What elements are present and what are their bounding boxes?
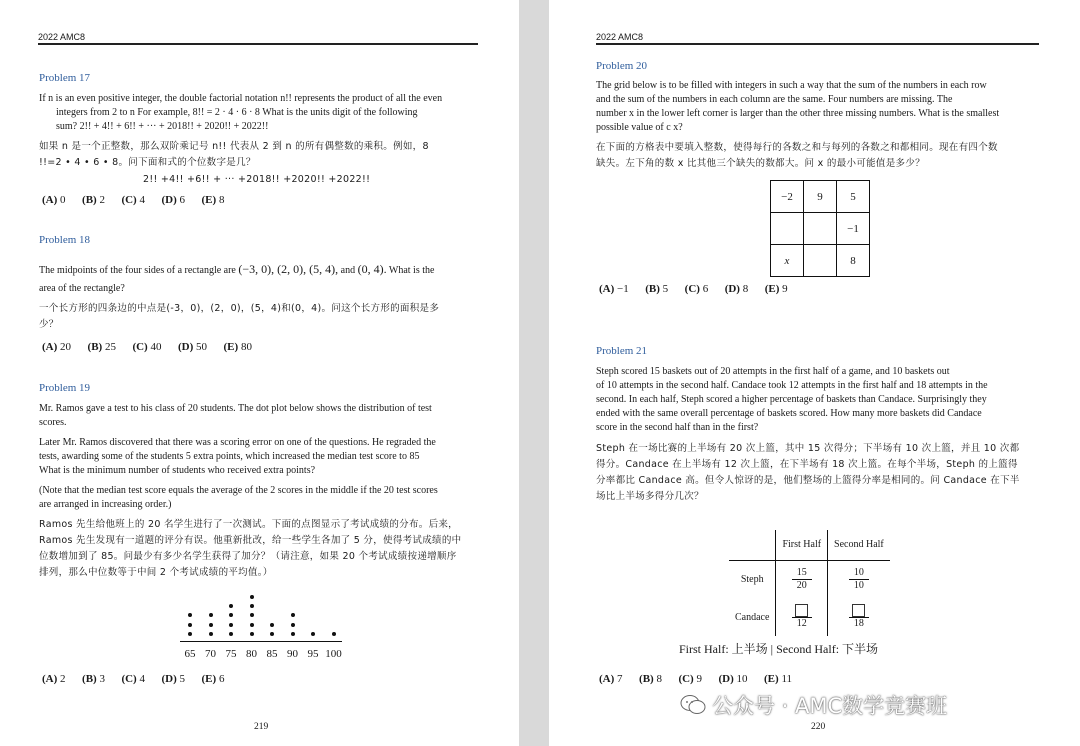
plot-dot (209, 623, 213, 627)
number-grid (770, 180, 870, 277)
dot-plot (180, 585, 350, 665)
grid-cell (804, 245, 837, 277)
plot-tick-label: 100 (325, 648, 342, 660)
problem-18-line: area of the rectangle? (39, 283, 125, 294)
plot-tick-label: 75 (225, 648, 237, 660)
problem-18-title: Problem 18 (39, 234, 91, 246)
plot-dot (250, 595, 254, 599)
problem-19-line: scores. (39, 417, 67, 428)
problem-19-zh: 排列，那么中位数等于中间 2 个考试成绩的平均值。） (39, 567, 273, 578)
grid-cell: 8 (837, 245, 870, 277)
problem-21-line: score in the second half than in the first? (596, 422, 759, 433)
plot-dot (229, 632, 233, 636)
problem-17-line: If n is an even positive integer, the double factorial notation n!! represents the product of all the even (39, 93, 443, 104)
plot-tick-label: 90 (287, 648, 298, 660)
choice-a[interactable]: (A) 20 (42, 341, 72, 353)
answer-choices (42, 194, 224, 206)
choice-e[interactable]: (E) 8 (201, 194, 225, 206)
table-cell: 18 (828, 598, 890, 636)
choice-e[interactable]: (E) 80 (223, 341, 252, 353)
plot-dot (229, 623, 233, 627)
plot-tick-label: 85 (266, 648, 278, 660)
plot-dot (229, 613, 233, 617)
problem-20-line: number x in the lower left corner is larger than the other three missing numbers. What is the smallest (596, 108, 1000, 119)
plot-tick-label: 65 (184, 648, 196, 660)
plot-tick-label: 70 (205, 648, 216, 660)
choice-a[interactable]: (A) 0 (42, 194, 66, 206)
problem-19-zh: 位数增加到了 85。问最少有多少名学生获得了加分？（请注意，如果 20 个考试成绩按递增顺序 (39, 551, 457, 562)
problem-21-zh: Steph 在一场比赛的上半场有 20 次上篮，其中 15 次得分；下半场有 10 次上篮，并且 10 次都 (596, 443, 1020, 454)
plot-dot (270, 623, 274, 627)
table-caption: First Half: 上半场 | Second Half: 下半场 (679, 642, 879, 656)
plot-dot (291, 613, 295, 617)
header-rule (38, 43, 478, 45)
problem-20-zh: 在下面的方格表中要填入整数，使得每行的各数之和与每列的各数之和都相同。现在有四个数 (596, 142, 998, 153)
grid-cell (804, 213, 837, 245)
plot-dot (291, 623, 295, 627)
choice-a[interactable]: (A) 2 (42, 673, 66, 685)
plot-axis (180, 641, 342, 642)
choice-b[interactable]: (B) 25 (87, 341, 116, 353)
choice-d[interactable]: (D) 10 (718, 673, 748, 685)
running-header: 2022 AMC8 (596, 32, 644, 42)
choice-c[interactable]: (C) 4 (121, 673, 145, 685)
header-rule (596, 43, 1039, 45)
problem-19-title: Problem 19 (39, 382, 91, 394)
plot-dot (229, 604, 233, 608)
table-cell: $\frac{15}{20}$ (776, 560, 828, 598)
plot-dot (188, 613, 192, 617)
choice-e[interactable]: (E) 6 (201, 673, 225, 685)
problem-21-line: ended with the same overall percentage of baskets scored. How many more baskets did Candace (596, 408, 982, 419)
choice-d[interactable]: (D) 8 (724, 283, 749, 295)
problem-21-title: Problem 21 (596, 345, 648, 357)
choice-b[interactable]: (B) 8 (639, 673, 662, 685)
blank-box (795, 604, 808, 617)
choice-c[interactable]: (C) 40 (132, 341, 162, 353)
problem-21-line: of 10 attempts in the second half. Candace took 12 attempts in the first half and 18 attempts in the (596, 380, 988, 391)
problem-17-line: sum? 2!! + 4!! + 6!! + ··· + 2018!! + 2020!! + 2022!! (56, 121, 269, 132)
problem-21-zh: 场比上半场多得分几次？ (596, 491, 704, 502)
problem-20-line: The grid below is to be filled with integers in such a way that the sum of the numbers in each row (596, 80, 987, 91)
plot-dot (250, 623, 254, 627)
plot-tick-label: 80 (246, 648, 257, 660)
problem-19-line: Later Mr. Ramos discovered that there was a scoring error on one of the questions. He regraded the (39, 437, 436, 448)
problem-17-line: integers from 2 to n For example, 8!! = 2 · 4 · 6 · 8 What is the units digit of the following (56, 107, 418, 118)
table-cell: 12 (776, 598, 828, 636)
page-number: 219 (254, 722, 269, 732)
plot-dot (332, 632, 336, 636)
choice-c[interactable]: (C) 4 (121, 194, 145, 206)
table-cell: $\frac{10}{10}$ (828, 560, 890, 598)
plot-tick-label: 95 (307, 648, 319, 660)
problem-19-line: What is the minimum number of students who received extra points? (39, 465, 316, 476)
plot-dot (188, 623, 192, 627)
choice-b[interactable]: (B) 3 (82, 673, 105, 685)
choice-a[interactable]: (A) −1 (599, 283, 629, 295)
problem-20-title: Problem 20 (596, 60, 648, 72)
grid-cell: x (771, 245, 804, 277)
grid-cell: −2 (771, 181, 804, 213)
problem-19-line: Mr. Ramos gave a test to his class of 20 students. The dot plot below shows the distribution of test (39, 403, 432, 414)
choice-c[interactable]: (C) 9 (678, 673, 702, 685)
problem-19-zh: Ramos 先生给他班上的 20 名学生进行了一次测试。下面的点图显示了考试成绩的分布。后来， (39, 519, 458, 530)
problem-17-zh: 如果 n 是一个正整数，那么双阶乘记号 n!! 代表从 2 到 n 的所有偶整数的乘积。例如，8 (39, 141, 429, 152)
grid-cell: −1 (837, 213, 870, 245)
problem-21-line: second. In each half, Steph scored a higher percentage of baskets than Candace. Surprisingly they (596, 394, 987, 405)
problem-20-zh: 缺失。左下角的数 x 比其他三个缺失的数都大。问 x 的最小可能值是多少？ (596, 158, 925, 169)
problem-20-line: and the sum of the numbers in each column are the same. Four numbers are missing. The (596, 94, 953, 105)
problem-17-zh: 2!! +4!! +6!! + ··· +2018!! +2020!! +2022!! (143, 174, 371, 185)
plot-dot (209, 632, 213, 636)
watermark-text: 公众号 · AMC数学竞赛班 (712, 694, 948, 718)
problem-21-zh: 得分。Candace 在上半场有 12 次上篮，在下半场有 18 次上篮。在每个半场，Steph 的上篮得 (596, 459, 1018, 470)
problem-21-line: Steph scored 15 baskets out of 20 attempts in the first half of a game, and 10 baskets out (596, 366, 950, 377)
choice-a[interactable]: (A) 7 (599, 673, 623, 685)
choice-d[interactable]: (D) 5 (161, 673, 186, 685)
grid-cell: 5 (837, 181, 870, 213)
plot-dot (250, 632, 254, 636)
basket-table (729, 530, 890, 636)
wechat-icon (680, 694, 706, 721)
plot-dot (311, 632, 315, 636)
choice-e[interactable]: (E) 11 (764, 673, 793, 685)
left-page (0, 0, 519, 746)
problem-17-title: Problem 17 (39, 72, 91, 84)
table-row-label: Steph (740, 573, 764, 585)
answer-choices (599, 283, 788, 295)
plot-dot (209, 613, 213, 617)
table-header: Second Half (828, 530, 890, 560)
problem-19-zh: Ramos 先生发现有一道题的评分有误。他重新批改，给一些学生各加了 5 分，使得考试成绩的中 (39, 535, 462, 546)
choice-e[interactable]: (E) 9 (764, 283, 788, 295)
problem-18-line: The midpoints of the four sides of a rectangle are (−3, 0), (2, 0), (5, 4), and (0, 4). What is the (39, 262, 435, 276)
problem-19-line: (Note that the median test score equals the average of the 2 scores in the middle if the 20 test scores (39, 485, 438, 496)
answer-choices (42, 341, 252, 353)
right-page (549, 0, 1080, 746)
choice-b[interactable]: (B) 2 (82, 194, 105, 206)
problem-18-zh: 一个长方形的四条边的中点是(-3，0)，(2，0)，(5，4)和(0，4)。问这个长方形的面积是多 (39, 303, 440, 314)
grid-cell (771, 213, 804, 245)
page-number: 220 (811, 722, 826, 732)
plot-dot (250, 604, 254, 608)
plot-dot (188, 632, 192, 636)
choice-d[interactable]: (D) 50 (177, 341, 208, 353)
problem-18-zh: 少？ (39, 319, 59, 330)
problem-19-line: are arranged in increasing order.) (39, 499, 172, 510)
plot-dot (250, 613, 254, 617)
running-header: 2022 AMC8 (38, 32, 86, 42)
choice-d[interactable]: (D) 6 (161, 194, 186, 206)
grid-cell: 9 (804, 181, 837, 213)
watermark (680, 690, 947, 721)
table-row-label: Candace (735, 611, 770, 623)
problem-21-zh: 分率都比 Candace 高。但令人惊讶的是，他们整场的上篮得分率是相同的。问 Candace 在下半 (596, 475, 1020, 486)
table-header: First Half (776, 530, 828, 560)
choice-c[interactable]: (C) 6 (684, 283, 709, 295)
plot-dot (291, 632, 295, 636)
answer-choices (599, 673, 792, 685)
problem-17-zh: !!=2 • 4 • 6 • 8。问下面和式的个位数字是几？ (39, 157, 256, 168)
answer-choices (42, 673, 224, 685)
blank-box (852, 604, 865, 617)
problem-19-line: tests, awarding some of the students 5 extra points, which increased the median test score to 85 (39, 451, 420, 462)
choice-b[interactable]: (B) 5 (645, 283, 669, 295)
problem-20-line: possible value of c x? (596, 122, 683, 133)
plot-dot (270, 632, 274, 636)
